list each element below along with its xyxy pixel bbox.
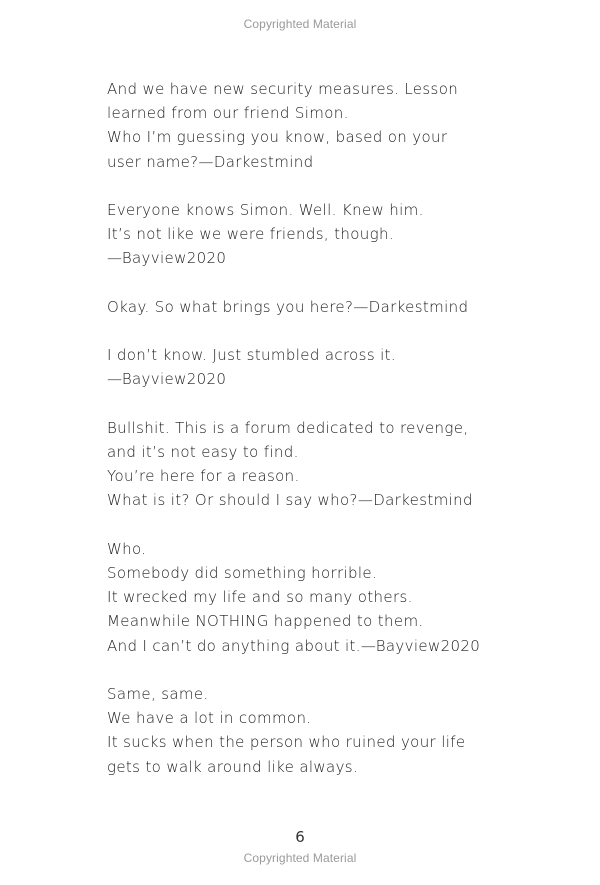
text-line: Who I’m guessing you know, based on your [107, 128, 448, 147]
text-line: Okay. So what brings you here?—Darkestmind [107, 297, 469, 316]
text-line: It wrecked my life and so many others. [107, 588, 413, 607]
text-line: It sucks when the person who ruined your life [107, 733, 466, 752]
text-line: Everyone knows Simon. Well. Knew him. [107, 201, 424, 219]
text-line: It’s not like we were friends, though. [107, 225, 394, 244]
text-line: —Bayview2020 [107, 249, 227, 268]
page-number: 6 [295, 828, 305, 846]
message-bayview-2 [107, 343, 557, 391]
copyright-watermark-bottom: Copyrighted Material [243, 851, 357, 865]
text-line: user name?—Darkestmind [107, 152, 314, 171]
page-body [107, 77, 557, 803]
text-line: Same, same. [107, 684, 209, 703]
text-line: Bullshit. This is a forum dedicated to revenge, [107, 418, 469, 437]
text-line: I don’t know. Just stumbled across it. [107, 346, 396, 365]
text-line: And we have new security measures. Lesson [107, 80, 459, 98]
message-darkestmind-4 [107, 682, 557, 779]
text-line: learned from our friend Simon. [107, 104, 349, 123]
copyright-watermark-top: Copyrighted Material [243, 17, 357, 31]
message-darkestmind-2 [107, 295, 557, 319]
text-line: And I can’t do anything about it.—Bayview2020 [107, 636, 481, 655]
message-darkestmind-3 [107, 416, 557, 513]
text-line: gets to walk around like always. [107, 757, 359, 776]
text-line: What is it? Or should I say who?—Darkestmind [107, 491, 473, 510]
text-line: You’re here for a reason. [107, 467, 300, 486]
text-line: Meanwhile NOTHING happened to them. [107, 612, 424, 631]
message-bayview-1 [107, 198, 557, 271]
text-line: Somebody did something horrible. [107, 563, 378, 582]
text-line: —Bayview2020 [107, 370, 227, 389]
message-bayview-3 [107, 537, 557, 658]
text-line: Who. [107, 539, 147, 558]
text-line: and it’s not easy to find. [107, 442, 299, 461]
text-line: We have a lot in common. [107, 709, 312, 728]
message-darkestmind-1 [107, 77, 557, 174]
